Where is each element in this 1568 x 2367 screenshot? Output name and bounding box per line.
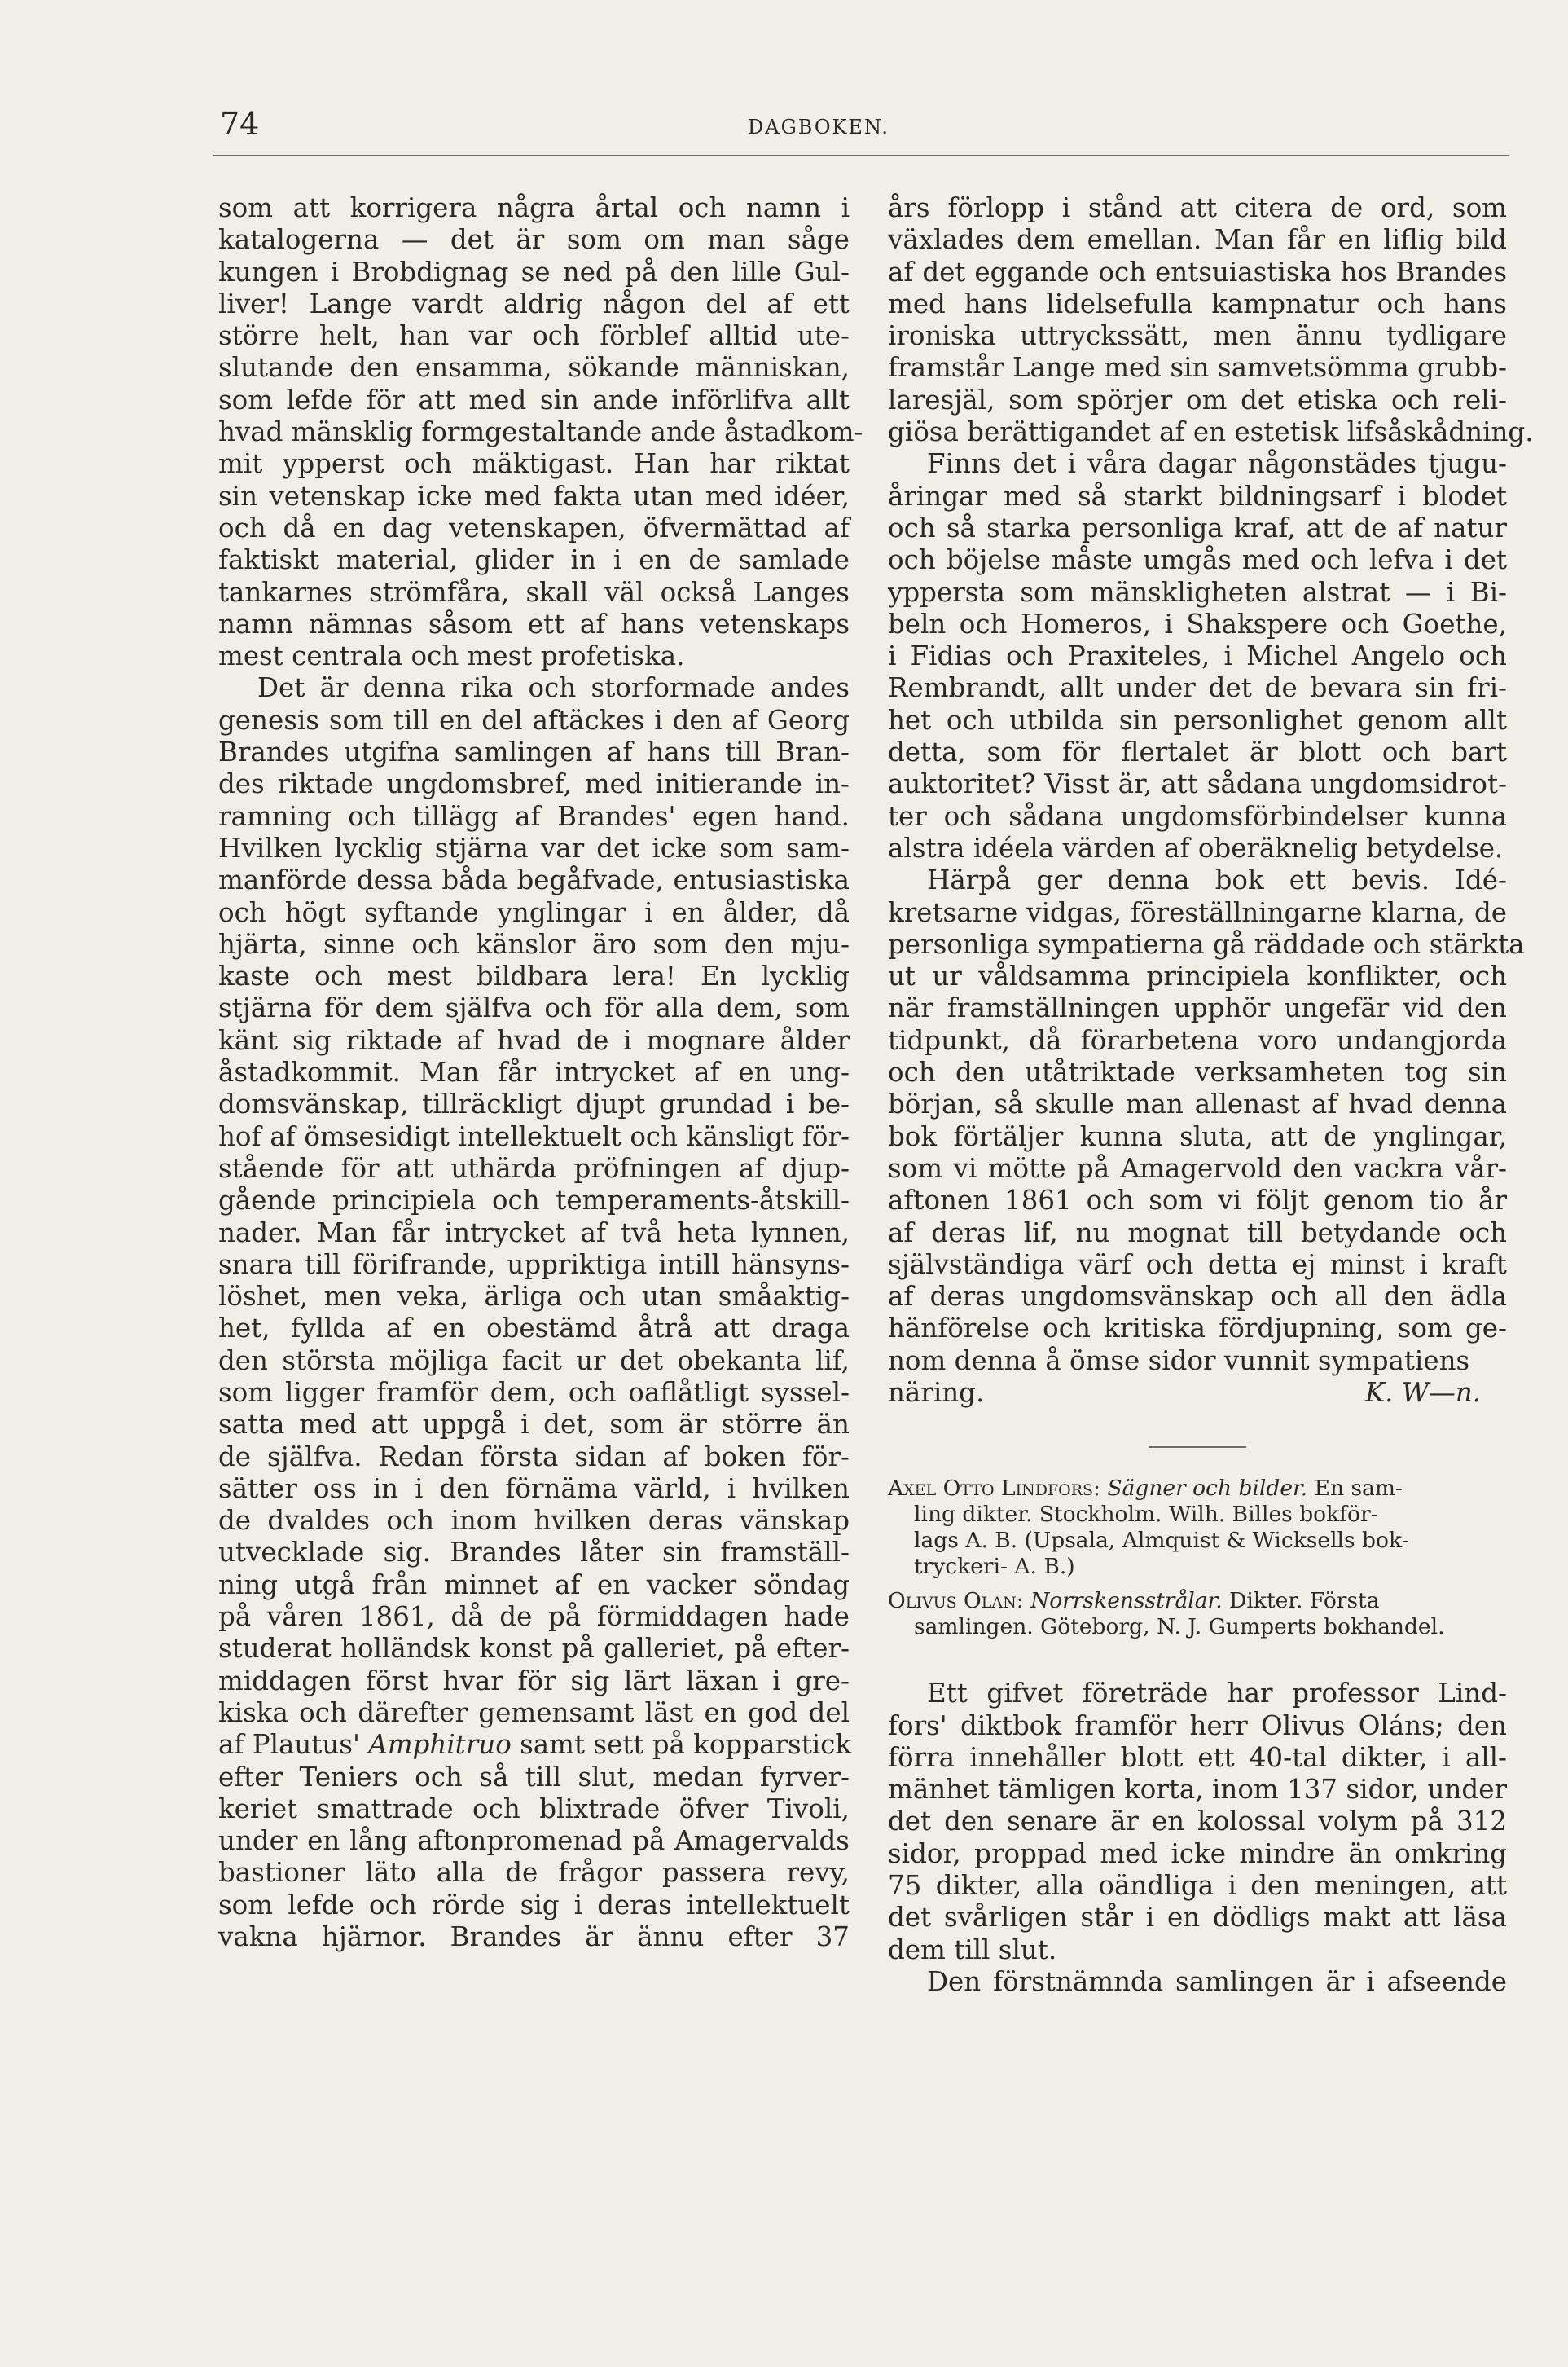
bibliography-entry-olan xyxy=(888,1588,1507,1640)
signature-row xyxy=(888,1377,1507,1409)
text-line: under en lång aftonpromenad på Amagervalds xyxy=(218,1825,850,1857)
text-line: början, så skulle man allenast af hvad denna xyxy=(888,1089,1507,1120)
text-line: af deras ungdomsvänskap och all den ädla xyxy=(888,1281,1507,1313)
text-line: katalogerna — det är som om man såge xyxy=(218,224,850,256)
text-line: ling dikter. Stockholm. Wilh. Billes bokför- xyxy=(914,1502,1378,1528)
text-line: mänhet tämligen korta, inom 137 sidor, under xyxy=(888,1774,1507,1806)
text-line: tryckeri- A. B.) xyxy=(914,1554,1075,1580)
text-fragment: samt sett på kopparstick xyxy=(520,1729,852,1761)
paragraph-letters xyxy=(888,192,1534,448)
text-line: af deras lif, nu mognat till betydande och xyxy=(888,1216,1507,1248)
paragraph-proof xyxy=(888,865,1525,1377)
paragraph-genesis-end xyxy=(218,1762,850,1954)
text-line: 75 dikter, alla oändliga i den meningen, att xyxy=(888,1870,1507,1902)
review-signature: K. W—n. xyxy=(1364,1376,1481,1408)
text-line: alstra idéela värden af oberäknelig betydelse. xyxy=(888,832,1504,864)
paragraph-youth xyxy=(888,448,1507,865)
text-line: manförde dessa båda begåfvade, entusiastiska xyxy=(218,865,850,896)
text-line: förra innehåller blott ett 40-tal dikter, i all- xyxy=(888,1741,1507,1773)
text-line: års förlopp i stånd att citera de ord, som xyxy=(888,192,1507,223)
right-column xyxy=(888,192,1534,1998)
bib-author: Axel Otto Lindfors: xyxy=(888,1476,1100,1502)
paragraph-first-collection xyxy=(888,1966,1507,1998)
text-line: kungen i Brobdignag se ned på den lille Gul- xyxy=(218,256,850,288)
text-line: studerat holländsk konst på galleriet, på efter- xyxy=(218,1633,850,1665)
text-line: mest centrala och mest profetiska. xyxy=(218,640,685,672)
text-fragment: Dikter. Första xyxy=(1229,1588,1380,1614)
text-line: personliga sympatierna gå räddade och stärkta xyxy=(888,928,1525,960)
running-head: DAGBOKEN. xyxy=(748,116,890,139)
text-line: Den förstnämnda samlingen är i afseende xyxy=(927,1965,1507,1997)
text-line: som lefde för att med sin ande införlifva allt xyxy=(218,384,850,416)
bibliography-entry-lindfors xyxy=(888,1476,1507,1580)
text-line: det den senare är en kolossal volym på 312 xyxy=(888,1806,1507,1837)
text-line: kaste och mest bildbara lera! En lycklig xyxy=(218,961,850,992)
text-fragment: af Plautus' xyxy=(218,1729,360,1761)
text-line: faktiskt material, glider in i en de samlade xyxy=(218,544,850,576)
text-fragment: näring. xyxy=(888,1376,985,1408)
left-column xyxy=(218,192,863,1953)
text-line: växlades dem emellan. Man får en liflig bild xyxy=(888,224,1507,256)
text-line: fors' diktbok framför herr Olivus Oláns; den xyxy=(888,1709,1507,1741)
section-separator xyxy=(1149,1446,1246,1448)
text-line: satta med att uppgå i det, som är större än xyxy=(218,1409,850,1441)
text-line: Härpå ger denna bok ett bevis. Idé- xyxy=(927,865,1507,896)
text-line: tidpunkt, då förarbetena voro undangjorda xyxy=(888,1024,1507,1056)
text-line: tankarnes strömfåra, skall väl också Langes xyxy=(218,576,850,608)
text-line: stående för att uthärda pröfningen af djup- xyxy=(218,1152,850,1184)
text-line: den största möjliga facit ur det obekanta lif, xyxy=(218,1344,850,1376)
text-line: auktoritet? Visst är, att sådana ungdomsidrot- xyxy=(888,768,1507,800)
text-line: slutande den ensamma, sökande människan, xyxy=(218,352,850,384)
paragraph-lange xyxy=(218,192,863,672)
text-line: när framställningen upphör ungefär vid den xyxy=(888,992,1507,1024)
text-line: middagen först hvar för sig lärt läxan i gre- xyxy=(218,1665,850,1696)
text-line: lags A. B. (Upsala, Almquist & Wicksells bok- xyxy=(914,1528,1409,1554)
bib-first-line xyxy=(888,1476,1507,1502)
text-line: nom denna å ömse sidor vunnit sympatiens xyxy=(888,1344,1470,1376)
text-line: utvecklade sig. Brandes låter sin framställ- xyxy=(218,1537,850,1568)
text-line: nader. Man får intrycket af två heta lynnen, xyxy=(218,1216,850,1248)
text-line: ironiska uttryckssätt, men ännu tydligare xyxy=(888,320,1507,352)
text-line: med hans lidelsefulla kampnatur och hans xyxy=(888,288,1507,319)
text-line: detta, som för flertalet är blott och bart xyxy=(888,737,1507,768)
header-rule xyxy=(213,155,1509,156)
text-line: liver! Lange vardt aldrig någon del af ett xyxy=(218,288,850,319)
text-line: ning utgå från minnet af en vacker söndag xyxy=(218,1568,850,1600)
text-line: sidor, proppad med icke mindre än omkring xyxy=(888,1837,1507,1869)
text-line: Rembrandt, allt under det de bevara sin fri- xyxy=(888,672,1507,704)
text-line: självständiga värf och detta ej minst i kraft xyxy=(888,1248,1507,1280)
bib-author: Olivus Olan: xyxy=(888,1588,1024,1614)
text-line: de själfva. Redan första sidan af boken för- xyxy=(218,1441,850,1472)
text-line: Ett gifvet företräde har professor Lind- xyxy=(927,1678,1507,1709)
text-line: i Fidias och Praxiteles, i Michel Angelo och xyxy=(888,640,1507,672)
text-line: kretsarne vidgas, föreställningarne klarna, de xyxy=(888,896,1507,928)
text-line: känt sig riktade af hvad de i mognare ålder xyxy=(218,1024,850,1056)
text-line: het och utbilda sin personlighet genom allt xyxy=(888,704,1507,736)
text-line: beln och Homeros, i Shakspere och Goethe, xyxy=(888,608,1507,640)
paragraph-genesis xyxy=(218,672,850,1729)
text-line: des riktade ungdomsbref, med initierande in- xyxy=(218,768,850,800)
text-line: mit ypperst och mäktigast. Han har riktat xyxy=(218,448,850,480)
text-line: laresjäl, som spörjer om det etiska och reli- xyxy=(888,384,1507,416)
text-line: hof af ömsesidigt intellektuelt och känsligt för- xyxy=(218,1120,850,1152)
text-line: aftonen 1861 och som vi följt genom tio år xyxy=(888,1185,1507,1216)
text-line: hänförelse och kritiska fördjupning, som ge- xyxy=(888,1313,1507,1344)
text-line: stjärna för dem själfva och för alla dem, som xyxy=(218,992,850,1024)
text-line: sin vetenskap icke med fakta utan med idéer, xyxy=(218,480,850,512)
text-line: Hvilken lycklig stjärna var det icke som sam- xyxy=(218,832,850,864)
text-line: het, fyllda af en obestämd åtrå att draga xyxy=(218,1313,850,1344)
text-line: vakna hjärnor. Brandes är ännu efter 37 xyxy=(218,1921,850,1953)
text-line: af det eggande och entsuiastiska hos Brandes xyxy=(888,256,1507,288)
text-line: ramning och tillägg af Brandes' egen hand. xyxy=(218,800,850,832)
text-line: åringar med så starkt bildningsarf i blodet xyxy=(888,480,1507,512)
text-line: hjärta, sinne och känslor äro som den mju- xyxy=(218,928,850,960)
text-line: Finns det i våra dagar någonstädes tjugu- xyxy=(927,448,1507,480)
text-line: dem till slut. xyxy=(888,1934,1057,1965)
text-line: och då en dag vetenskapen, öfvermättad af xyxy=(218,512,850,543)
text-line: som vi mötte på Amagervold den vackra vår- xyxy=(888,1152,1507,1184)
text-line: löshet, men veka, ärliga och utan småaktig- xyxy=(218,1281,850,1313)
text-line: samlingen. Göteborg, N. J. Gumperts bokhandel. xyxy=(914,1614,1445,1640)
text-line-plautus xyxy=(218,1729,850,1761)
text-line: som ligger framför dem, och oaflåtligt syssel- xyxy=(218,1376,850,1408)
text-line: och så starka personliga kraf, att de af natur xyxy=(888,512,1507,543)
text-line: namn nämnas såsom ett af hans vetenskaps xyxy=(218,608,850,640)
bib-first-line xyxy=(888,1588,1507,1614)
text-line: domsvänskap, tillräckligt djupt grundad i be- xyxy=(218,1089,850,1120)
text-line: framstår Lange med sin samvetsömma grubb- xyxy=(888,352,1507,384)
text-line: snara till förifrande, uppriktiga intill hänsyns- xyxy=(218,1248,850,1280)
text-line: genesis som till en del aftäckes i den af Georg xyxy=(218,704,850,736)
text-line: keriet smattrade och blixtrade öfver Tivoli, xyxy=(218,1793,850,1824)
text-line: större helt, han var och förblef alltid ute- xyxy=(218,320,850,352)
text-line: och den utåtriktade verksamheten tog sin xyxy=(888,1057,1507,1089)
text-line: bastioner läto alla de frågor passera revy, xyxy=(218,1857,850,1889)
text-line: som att korrigera några årtal och namn i xyxy=(218,192,850,223)
page-number: 74 xyxy=(220,106,260,142)
text-line: Det är denna rika och storformade andes xyxy=(257,672,850,704)
text-line: kiska och därefter gemensamt läst en god del xyxy=(218,1696,850,1728)
text-line: som lefde och rörde sig i deras intellektuelt xyxy=(218,1889,850,1920)
text-line: det svårligen står i en dödligs makt att läsa xyxy=(888,1902,1507,1934)
text-line: efter Teniers och så till slut, medan fyrver- xyxy=(218,1761,850,1793)
text-line: hvad mänsklig formgestaltande ande åstadkom- xyxy=(218,416,863,448)
text-line: åstadkommit. Man får intrycket af en ung- xyxy=(218,1057,850,1089)
bib-title: Sägner och bilder. xyxy=(1107,1476,1308,1502)
text-line: sätter oss in i den förnäma värld, i hvilken xyxy=(218,1472,850,1504)
text-line: och böjelse måste umgås med och lefva i det xyxy=(888,544,1507,576)
bib-title: Norrskensstrålar. xyxy=(1030,1588,1223,1614)
text-line: ut ur våldsamma principiela konflikter, och xyxy=(888,961,1507,992)
text-line: bok förtäljer kunna sluta, att de ynglingar, xyxy=(888,1120,1507,1152)
text-line: gående principiela och temperaments-åtskill- xyxy=(218,1185,850,1216)
text-line: Brandes utgifna samlingen af hans till Bran- xyxy=(218,737,850,768)
text-line: yppersta som mänskligheten alstrat — i Bi- xyxy=(888,576,1507,608)
bib-continuation xyxy=(888,1614,1507,1640)
book-title-amphitruo: Amphitruo xyxy=(368,1729,512,1761)
text-line: giösa berättigandet af en estetisk lifsåskådning. xyxy=(888,416,1534,448)
text-fragment: En sam- xyxy=(1314,1476,1403,1502)
text-line: ter och sådana ungdomsförbindelser kunna xyxy=(888,800,1507,832)
text-line: de dvaldes och inom hvilken deras vänskap xyxy=(218,1505,850,1537)
text-line: på våren 1861, då de på förmiddagen hade xyxy=(218,1601,850,1633)
text-line: och högt syftande ynglingar i en ålder, då xyxy=(218,896,850,928)
paragraph-comparison xyxy=(888,1678,1507,1966)
bib-continuation xyxy=(888,1502,1507,1580)
